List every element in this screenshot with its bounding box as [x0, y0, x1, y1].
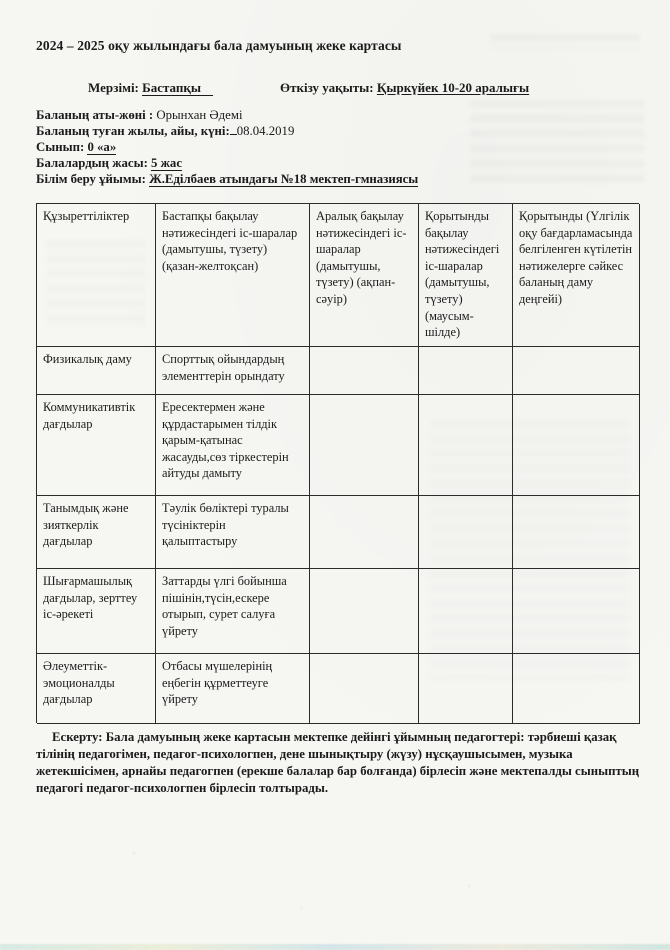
column-header-competencies: Құзыреттіліктер — [37, 204, 156, 347]
table-cell: Спорттық ойындардың элементтерін орындату — [156, 347, 310, 395]
field-label: Балалардың жасы: — [36, 156, 148, 170]
time-field — [280, 80, 529, 96]
table-cell-empty — [513, 395, 640, 496]
field-value: 0 «а» — [87, 140, 117, 154]
table-cell: Ересектермен және құрдастарымен тілдік қарым-қатынас жасауды,сөз тіркестерін айтуды дамыту — [156, 395, 310, 496]
field-label: Сынып: — [36, 140, 85, 154]
field-age — [36, 155, 636, 171]
scan-edge-artifact — [0, 944, 670, 950]
row-label-physical: Физикалық даму — [37, 347, 156, 395]
page-title: 2024 – 2025 оқу жылындағы бала дамуының жеке картасы — [36, 38, 402, 53]
field-label: Білім беру ұйымы: — [36, 172, 146, 186]
column-header-interim-monitoring: Аралық бақылау нәтижесіндегі іс-шаралар (дамытушы, түзету) (ақпан-сәуір) — [310, 204, 419, 347]
table-cell-empty — [419, 347, 513, 395]
table-cell: Тәулік бөліктері туралы түсініктерін қалыптастыру — [156, 496, 310, 569]
field-label: Баланың туған жылы, айы, күні: — [36, 124, 230, 138]
table-cell-empty — [419, 395, 513, 496]
row-label-creative: Шығармашылық дағдылар, зерттеу іс-әрекеті — [37, 569, 156, 654]
field-child-name — [36, 107, 636, 123]
blank-underline — [230, 124, 237, 135]
field-class — [36, 139, 636, 155]
table-cell-empty — [310, 496, 419, 569]
table-cell-empty — [513, 496, 640, 569]
table-cell-empty — [419, 569, 513, 654]
child-info-block — [36, 107, 636, 187]
field-organization — [36, 171, 636, 187]
table-cell-empty — [310, 395, 419, 496]
field-birth-date — [36, 123, 636, 139]
table-cell-empty — [419, 496, 513, 569]
bleed-through-artifact — [490, 34, 640, 50]
field-value: 08.04.2019 — [236, 124, 295, 138]
column-header-initial-monitoring: Бастапқы бақылау нәтижесіндегі іс-шаралар (дамытушы, түзету) (қазан-желтоқсан) — [156, 204, 310, 347]
time-value: Қыркүйек 10-20 аралығы — [376, 80, 530, 95]
field-value: Орынхан Әдемі — [156, 108, 243, 122]
row-label-cognitive: Танымдық және зияткерлік дағдылар — [37, 496, 156, 569]
table-cell-empty — [310, 569, 419, 654]
field-label: Баланың аты-жөні : — [36, 108, 154, 122]
table-cell: Отбасы мүшелерінің еңбегін құрметтеуге үйрету — [156, 654, 310, 724]
row-label-communicative: Коммуникативтік дағдылар — [37, 395, 156, 496]
table-cell-empty — [513, 654, 640, 724]
table-cell-empty — [419, 654, 513, 724]
term-value: Бастапқы — [142, 80, 213, 96]
table-cell-empty — [513, 347, 640, 395]
term-label: Мерзімі: — [88, 80, 139, 95]
column-header-final-monitoring: Қорытынды бақылау нәтижесіндегі іс-шаралар (дамытушы, түзету) (маусым-шілде) — [419, 204, 513, 347]
field-value: Ж.Еділбаев атындағы №18 мектеп-гмназиясы — [149, 172, 419, 186]
column-header-conclusion: Қорытынды (Үлгілік оқу бағдарламасында белгіленген күтілетін нәтижелерге сәйкес баланың даму деңгейі) — [513, 204, 640, 347]
footer-note: Ескерту: Бала дамуының жеке картасын мектепке дейінгі ұйымның педагогтері: тәрбиеші қазақ тілінің педагогімен, педагог-психологпен, дене шынықтыру (жүзу) нұсқаушысымен, музыка жетекшісімен, арнайы педагогпен (ерекше балалар бар болғанда) бірлесіп және мектепалды сыныптың педагогі педагог-психологпен бірлесіп толтырады. — [36, 730, 640, 795]
table-cell-empty — [513, 569, 640, 654]
time-label: Өткізу уақыты: — [280, 80, 374, 95]
development-table — [36, 203, 639, 723]
row-label-social-emotional: Әлеуметтік-эмоционалды дағдылар — [37, 654, 156, 724]
table-cell-empty — [310, 654, 419, 724]
table-cell: Заттарды үлгі бойынша пішінін,түсін,ескере отырып, сурет салуға үйрету — [156, 569, 310, 654]
table-cell-empty — [310, 347, 419, 395]
scan-noise — [0, 820, 670, 930]
field-value: 5 жас — [151, 156, 183, 170]
term-field — [88, 80, 213, 96]
